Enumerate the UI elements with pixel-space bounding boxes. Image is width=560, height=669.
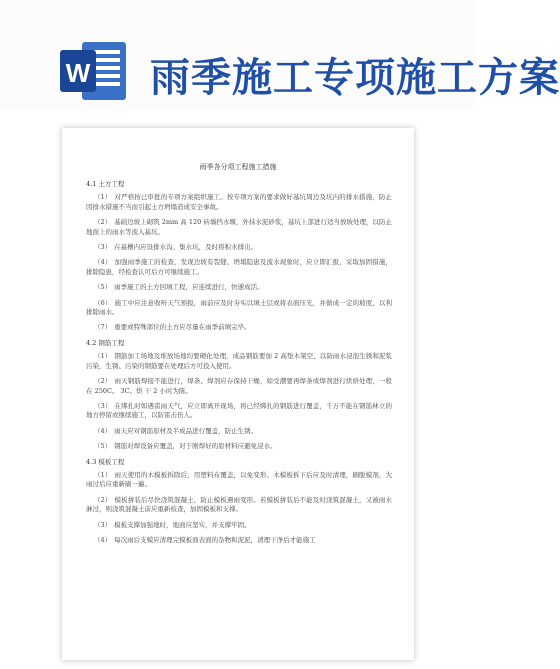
document-body: [86, 176, 392, 551]
list-item: [86, 496, 392, 515]
item-text: 每次雨后支模应清理完模板面表面的杂物和泥泥，清理干净后才能施工: [114, 535, 316, 544]
list-item: [86, 471, 392, 490]
item-number: （2）: [94, 495, 112, 504]
item-number: （4）: [94, 535, 112, 544]
list-item: [86, 283, 392, 292]
item-text: 钢筋对焊设备应覆盖，对于刚焊好的原材料应避免浸水。: [114, 442, 277, 451]
word-logo-icon: [58, 36, 128, 104]
list-item: [86, 243, 392, 252]
item-number: （5）: [94, 283, 112, 292]
document-title: 雨季施工专项施工方案: [150, 55, 560, 101]
item-text: 模板支撑加强地时，地面应坚实，并支撑牢固。: [114, 520, 251, 529]
item-number: （6）: [94, 298, 112, 307]
item-text: 雨天使用的木模板拆除后，用塑料布覆盖，以免变形。木模板拆下后应及时清理，刷脱模剂，大雨过后应重新刷一遍。: [86, 470, 392, 489]
list-item: [86, 536, 392, 545]
banner: [0, 0, 560, 110]
item-text: 在绑扎时如遇雷雨天气，应立即离开现场，将已经绑扎的钢筋进行覆盖，千万不能在钢筋林立的地方停留或继续施工，以防雷击伤人。: [86, 401, 392, 420]
item-number: （3）: [94, 243, 112, 252]
section-title: 4.2 钢筋工程: [86, 338, 125, 347]
page-heading: 雨季各分项工程施工措施: [199, 163, 277, 171]
list-item: [86, 299, 392, 318]
item-number: （3）: [94, 401, 112, 410]
item-text: 雨天钢筋焊接不能进行，焊条、焊剂应存保持干燥，如受潮要再焊条或焊剂进行烘焙处理，一般在 250C。 3C。烘 干 2 小时为陈。: [86, 377, 392, 395]
list-item: [86, 218, 392, 237]
item-number: （2）: [94, 218, 112, 227]
item-number: （2）: [94, 377, 112, 386]
list-item: [86, 402, 392, 421]
section-title: 4.1 土方工程: [86, 180, 125, 188]
item-number: （1）: [94, 193, 112, 202]
item-number: （1）: [94, 352, 112, 361]
document-page: [62, 128, 414, 660]
item-text: 雨季施工的土方回填工程，应连续进行，快速成活。: [114, 283, 264, 292]
item-number: （3）: [94, 520, 112, 529]
item-text: 基础边坡上砌筑 2mm 高 120 砖墙挡水堰，外抹水泥砂浆，基坑上部进行适当放坡处理，以防止地面上的雨水等流入基坑。: [86, 218, 392, 236]
item-text: 模板拼装后尽快浇筑混凝土，防止模板遇雨变形。若模板拼装后不能及时浇筑混凝土，又被雨水淋过，则浇筑混凝土前应重新检查，加固模板和支撑。: [86, 495, 392, 514]
list-item: [86, 521, 392, 530]
list-item: [86, 427, 392, 436]
logo-letter: W: [65, 58, 91, 88]
item-number: （1）: [94, 470, 112, 479]
list-item: [86, 377, 392, 396]
item-text: 雨天应对钢筋原材及半成品进行覆盖，防止生锈。: [114, 426, 258, 435]
item-text: 在基槽内应设排水沟、集水坑，及时将积水排出。: [114, 243, 258, 252]
item-text: 加强雨季施工的检查，发现边坡有裂缝、坍塌隐患及流水现象时，应立即汇报，采取加固措施，排除隐患，经检查认可后方可继续施工。: [86, 258, 392, 276]
item-number: （7）: [94, 323, 112, 332]
item-number: （5）: [94, 442, 112, 451]
list-item: [86, 258, 392, 277]
list-item: [86, 193, 392, 212]
list-item: [86, 442, 392, 451]
list-item: [86, 352, 392, 371]
item-text: 施工中应注意收听天气预报，雨前应及时夯实以填土层或将表面压光，并做成一定的坡度，以利排除雨水。: [86, 298, 392, 317]
list-item: [86, 323, 392, 332]
section-title: 4.3 模板工程: [86, 457, 125, 466]
item-number: （4）: [94, 426, 112, 435]
item-text: 对严格按已审批的专项方案组织施工。按专项方案的要求做好基坑周边及坑内的排水措施，防止因排水措施不当而引起土方坍塌造成安全事故。: [86, 193, 392, 211]
item-text: 钢筋加工场地及堆放场地均要硬化处理，成品钢筋要加 2 高垫木架空，以防雨水浸泡生锈和泥浆污染，生锈、污染的钢筋要在处理后方可投入使用。: [86, 352, 392, 370]
item-text: 重要或特殊部位的土方应尽量在雨季前填完毕。: [114, 323, 251, 332]
item-number: （4）: [94, 258, 112, 267]
